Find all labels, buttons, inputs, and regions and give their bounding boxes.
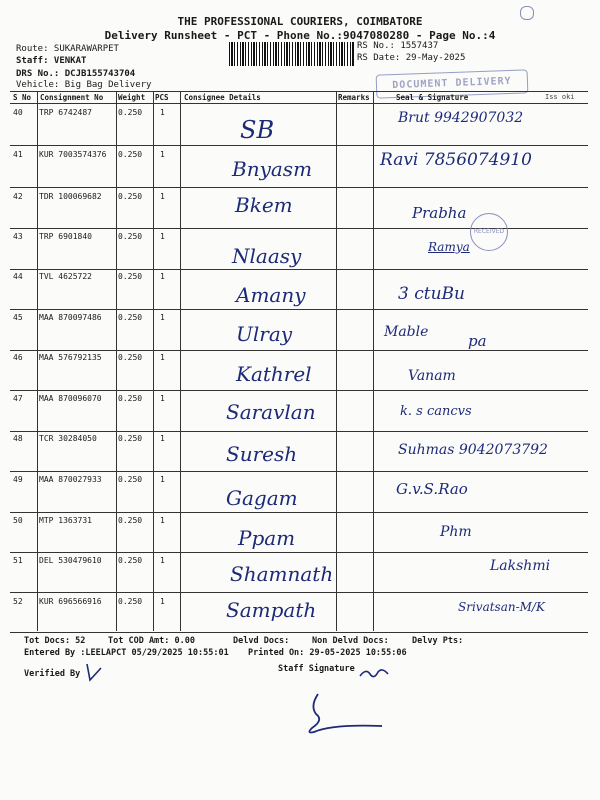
col-divider (116, 91, 117, 631)
entered-by: Entered By :LEELAPCT 05/29/2025 10:55:01 (24, 648, 229, 658)
row-sno: 43 (13, 232, 23, 241)
row-weight: 0.250 (118, 516, 143, 525)
row-rule (10, 552, 588, 553)
total-docs: Tot Docs: 52 (24, 636, 86, 646)
row-rule (10, 350, 588, 351)
row-consignment: TRP 6742487 (39, 108, 92, 117)
document-delivery-stamp: DOCUMENT DELIVERY (376, 69, 529, 98)
staff-label: Staff: VENKAT (16, 56, 87, 66)
col-divider (336, 91, 337, 631)
seal-signature: Suhmas 9042073792 (398, 442, 548, 458)
ink-marks: Iss oki (545, 93, 575, 101)
row-sno: 49 (13, 475, 23, 484)
header-rule (10, 103, 588, 104)
delivery-points: Delvy Pts: (412, 636, 464, 646)
verified-by-label: Verified By (24, 669, 81, 679)
row-consignment: KUR 7003574376 (39, 150, 107, 159)
row-weight: 0.250 (118, 353, 143, 362)
row-consignment: TVL 4625722 (39, 272, 92, 281)
staff-signature (296, 690, 386, 740)
row-rule (10, 431, 588, 432)
drs-label: DRS No.: DCJB155743704 (16, 69, 136, 79)
row-sno: 47 (13, 394, 23, 403)
seal-signature: Vanam (408, 368, 456, 384)
row-consignment: TCR 30284050 (39, 434, 97, 443)
row-consignment: KUR 696566916 (39, 597, 102, 606)
row-pcs: 1 (160, 353, 165, 362)
col-weight: Weight (118, 93, 146, 102)
row-weight: 0.250 (118, 394, 143, 403)
consignee-signature: Amany (236, 283, 306, 307)
row-sno: 45 (13, 313, 23, 322)
col-remarks: Remarks (338, 93, 370, 102)
col-sno: S No (13, 93, 32, 102)
row-weight: 0.250 (118, 313, 143, 322)
remark-mark: pa (468, 332, 487, 350)
rs-number: RS No.: 1557437 (357, 41, 439, 51)
row-rule (10, 512, 588, 513)
row-weight: 0.250 (118, 556, 143, 565)
verifier-signature (84, 662, 104, 684)
col-divider (180, 91, 181, 631)
barcode (229, 42, 354, 66)
seal-signature: Ramya (428, 240, 470, 254)
seal-signature: Lakshmi (490, 558, 551, 574)
row-sno: 42 (13, 192, 23, 201)
corner-stamp-icon (520, 6, 534, 20)
row-pcs: 1 (160, 150, 165, 159)
company-title: THE PROFESSIONAL COURIERS, COIMBATORE (177, 15, 423, 28)
row-sno: 52 (13, 597, 23, 606)
consignee-signature: Sampath (226, 598, 317, 622)
row-weight: 0.250 (118, 597, 143, 606)
consignee-signature: Nlaasy (232, 244, 302, 268)
consignee-signature: Kathrel (236, 362, 312, 386)
printed-on: Printed On: 29-05-2025 10:55:06 (248, 648, 407, 658)
row-pcs: 1 (160, 272, 165, 281)
row-pcs: 1 (160, 556, 165, 565)
delivered-docs: Delvd Docs: (233, 636, 290, 646)
total-cod-amount: Tot COD Amt: 0.00 (108, 636, 195, 646)
row-weight: 0.250 (118, 192, 143, 201)
consignee-signature: Ppam (238, 526, 296, 550)
staff-signature-label: Staff Signature (278, 664, 355, 674)
row-rule (10, 269, 588, 270)
consignee-signature: Bkem (235, 193, 293, 217)
row-consignment: MTP 1363731 (39, 516, 92, 525)
row-rule (10, 471, 588, 472)
received-seal-icon: RECEIVED (470, 213, 508, 251)
row-sno: 48 (13, 434, 23, 443)
row-sno: 46 (13, 353, 23, 362)
row-pcs: 1 (160, 434, 165, 443)
col-pcs: PCS (155, 93, 169, 102)
seal-signature: G.v.S.Rao (396, 480, 468, 498)
row-rule (10, 592, 588, 593)
row-pcs: 1 (160, 394, 165, 403)
seal-signature: Prabha (412, 204, 467, 222)
consignee-signature: Suresh (226, 442, 298, 466)
seal-signature: Phm (440, 524, 472, 540)
row-consignment: MAA 870097486 (39, 313, 102, 322)
row-weight: 0.250 (118, 150, 143, 159)
row-weight: 0.250 (118, 475, 143, 484)
row-weight: 0.250 (118, 434, 143, 443)
col-divider (373, 91, 374, 631)
row-pcs: 1 (160, 108, 165, 117)
row-sno: 41 (13, 150, 23, 159)
non-delivered-docs: Non Delvd Docs: (312, 636, 389, 646)
row-pcs: 1 (160, 192, 165, 201)
route-label: Route: SUKARAWARPET (16, 44, 119, 54)
seal-signature: Mable (384, 324, 429, 340)
consignee-signature: Shamnath (230, 562, 334, 586)
seal-signature: Brut 9942907032 (398, 110, 524, 126)
col-divider (37, 91, 38, 631)
row-weight: 0.250 (118, 272, 143, 281)
col-consignment: Consignment No (40, 93, 104, 102)
row-rule (10, 390, 588, 391)
row-sno: 50 (13, 516, 23, 525)
row-rule (10, 187, 588, 188)
col-consignee: Consignee Details (184, 93, 261, 102)
consignee-signature: Saravlan (226, 400, 316, 424)
seal-signature: k. s cancvs (400, 404, 472, 419)
staff-signature-mark (358, 664, 390, 682)
consignee-signature: Bnyasm (232, 157, 313, 181)
row-weight: 0.250 (118, 108, 143, 117)
row-pcs: 1 (160, 475, 165, 484)
row-consignment: TDR 100069682 (39, 192, 102, 201)
row-weight: 0.250 (118, 232, 143, 241)
rs-date: RS Date: 29-May-2025 (357, 53, 466, 63)
row-sno: 44 (13, 272, 23, 281)
row-sno: 51 (13, 556, 23, 565)
row-consignment: TRP 6901840 (39, 232, 92, 241)
row-rule (10, 145, 588, 146)
row-consignment: MAA 870027933 (39, 475, 102, 484)
vehicle-label: Vehicle: Big Bag Delivery (16, 80, 152, 90)
row-pcs: 1 (160, 313, 165, 322)
row-rule (10, 309, 588, 310)
runsheet-title: Delivery Runsheet - PCT - Phone No.:9047080280 - Page No.:4 (104, 29, 496, 42)
row-consignment: MAA 870096070 (39, 394, 102, 403)
col-divider (153, 91, 154, 631)
consignee-signature: Gagam (226, 486, 298, 510)
consignee-signature: Ulray (236, 322, 293, 346)
row-sno: 40 (13, 108, 23, 117)
col-seal: Seal & Signature (396, 93, 469, 102)
seal-signature: Srivatsan-M/K (458, 600, 545, 614)
row-consignment: MAA 576792135 (39, 353, 102, 362)
seal-signature: 3 ctuBu (398, 284, 465, 304)
row-pcs: 1 (160, 516, 165, 525)
consignee-signature: SB (240, 116, 275, 144)
row-pcs: 1 (160, 232, 165, 241)
seal-signature: Ravi 7856074910 (380, 150, 532, 170)
row-pcs: 1 (160, 597, 165, 606)
row-consignment: DEL 530479610 (39, 556, 102, 565)
